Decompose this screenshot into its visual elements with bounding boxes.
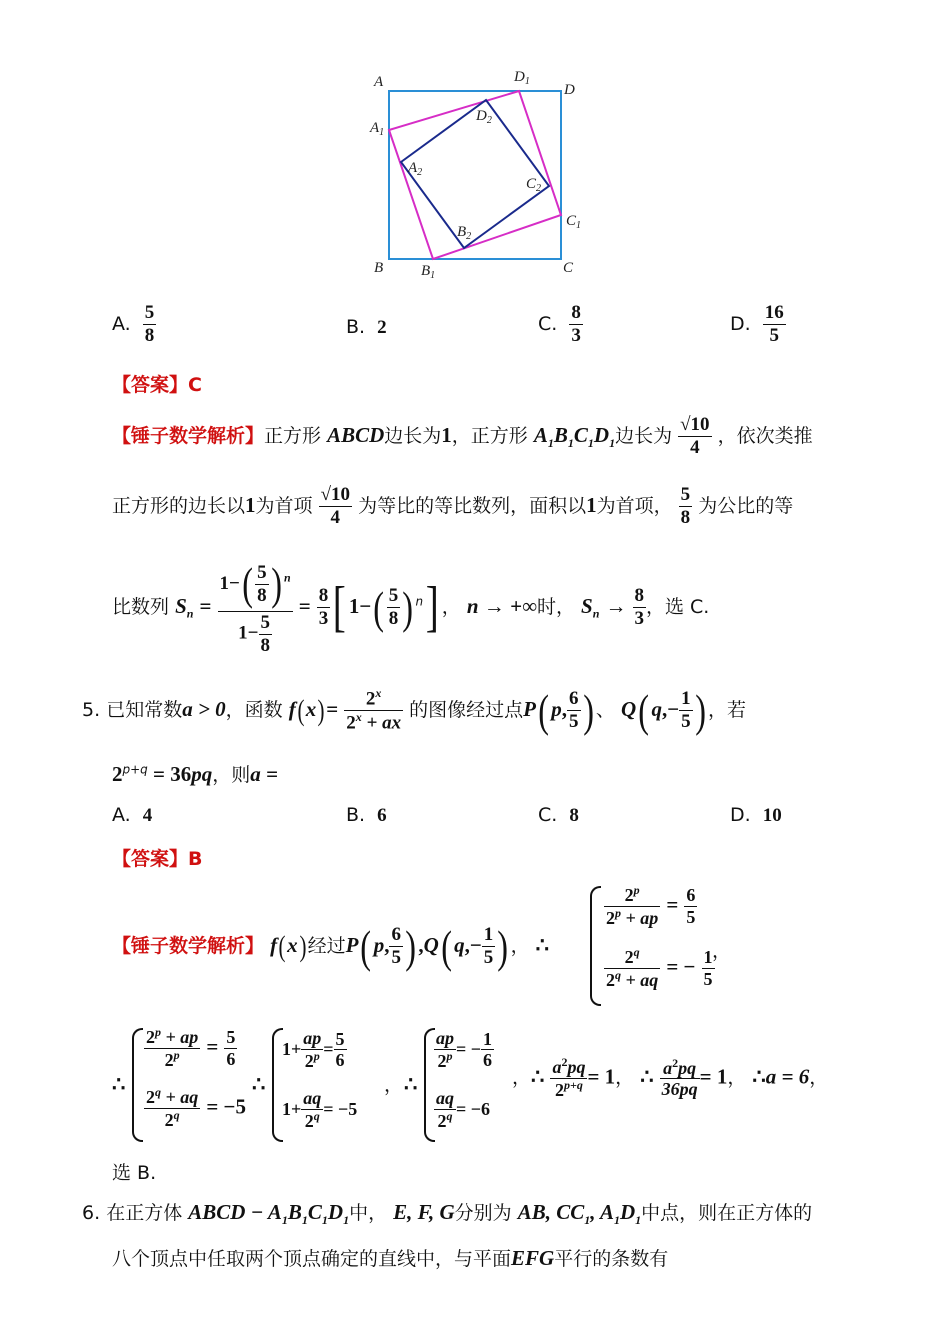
label-A1: $A_1$: [370, 120, 385, 138]
q5-stem-line1: 5. 已知常数a > 0，函数 f(x)= $\frac{2^x}{2^x + ax}$ 的图像经过点P( p, $\frac{6}{5}$ ) 、 Q( q,− $\frac{1}{5}$ ) ，若: [82, 685, 746, 736]
nested-squares-figure: [360, 62, 600, 292]
label-D1: $D_1$: [514, 69, 530, 87]
label-B: B: [374, 260, 384, 276]
q5-analysis-line1: 【锤子数学解析】 f(x)经过P( p, $\frac{6}{5}$ ) ,Q( q,− $\frac{1}{5}$ ) ， ∴: [112, 921, 550, 972]
q5-stem-line2: $2^{p+q} = 36pq$，则a =: [112, 762, 278, 786]
q4-analysis-line3: 比数列 $S_n$ = 1−( $\frac{5}{8}$ ) $^n$ 1− $\frac{5}{8}$ = $\frac{8}{3}$ [ 1−( $\frac{5}{8}$ ) $^n$] ， n → +∞时， $S_n$ → $\frac{8}{3}$ ，选 C.: [112, 558, 710, 656]
q5-system-3: 1+ $\frac{ap}{2^p}$ = $\frac{5}{6}$ 1+ $\frac{aq}{2^q}$ = −5: [272, 1026, 392, 1142]
q5-option-c: C. 8: [538, 804, 579, 826]
q5-option-d: D. 10: [730, 804, 782, 826]
q6-stem-line2: 八个顶点中任取两个顶点确定的直线中，与平面EFG平行的条数有: [112, 1246, 669, 1270]
q5-comma-1: ，: [712, 940, 732, 962]
q5-system-4: $\frac{ap}{2^p}$ = − $\frac{1}{6}$ $\frac{aq}{2^q}$ = −6: [424, 1026, 534, 1142]
label-A2: $A_2$: [408, 160, 423, 178]
q4-answer: 【答案】C: [112, 374, 202, 396]
label-B2: $B_2$: [457, 224, 472, 242]
q6-stem-line1: 6. 在正方体 ABCD − $A_1B_1C_1D_1$中， E, F, G分别为 AB, $CC_1$, $A_1D_1$中点，则在正方体的: [82, 1200, 813, 1228]
label-A: A: [374, 74, 384, 90]
q5-system-2: $\frac{2^p + ap}{2^p}$ = $\frac{5}{6}$ $\frac{2^q + aq}{2^q}$ = −5: [132, 1026, 252, 1142]
q4-option-d: D. $\frac{16}{5}$: [730, 302, 784, 346]
q5-option-a: A. 4: [112, 804, 153, 826]
q5-answer: 【答案】B: [112, 848, 203, 870]
label-C2: $C_2$: [526, 176, 542, 194]
q5-system-1: $\frac{2^p}{2^p + ap}$ = $\frac{6}{5}$ $\frac{2^q}{2^q + aq}$ = − $\frac{1}{5}$: [590, 884, 730, 1006]
q5-choose: 选 B.: [112, 1162, 157, 1184]
label-C1: $C_1$: [566, 213, 582, 231]
label-C: C: [563, 260, 574, 276]
q5-analysis-line2: ∴ $\frac{2^p + ap}{2^p}$ = $\frac{5}{6}$ $\frac{2^q + aq}{2^q}$ = −5 ∴ 1+ $\frac{ap}{2^p}$ = $\frac{5}{6}$ 1+ $\frac{aq}{2^q}$ = −5 ， ∴ $\frac{ap}{2^p}$ = − $\frac{1}{6}$ $\frac{aq}{2^q}$ = −6 ，∴ $\frac{a^2pq}{2^{p+q}}$ = 1， ∴ $\frac{a^2pq}{36pq}$ = 1， ∴a = 6，: [112, 1026, 872, 1144]
label-D2: $D_2$: [476, 108, 492, 126]
label-D: D: [564, 82, 575, 98]
q4-option-b: B. 2: [346, 316, 387, 338]
q4-analysis-line1: 【锤子数学解析】正方形 ABCD边长为1，正方形 $A_1B_1C_1D_1$边长为 $\frac{√10}{4}$ ，依次类推: [112, 414, 813, 458]
label-B1: $B_1$: [421, 263, 436, 281]
q4-analysis-line2: 正方形的边长以1为首项 $\frac{√10}{4}$ 为等比的等比数列，面积以1为首项， $\frac{5}{8}$ 为公比的等: [112, 484, 794, 528]
q4-option-c: C. $\frac{8}{3}$: [538, 302, 581, 346]
q5-option-b: B. 6: [346, 804, 387, 826]
q4-option-a: A. $\frac{5}{8}$: [112, 302, 155, 346]
